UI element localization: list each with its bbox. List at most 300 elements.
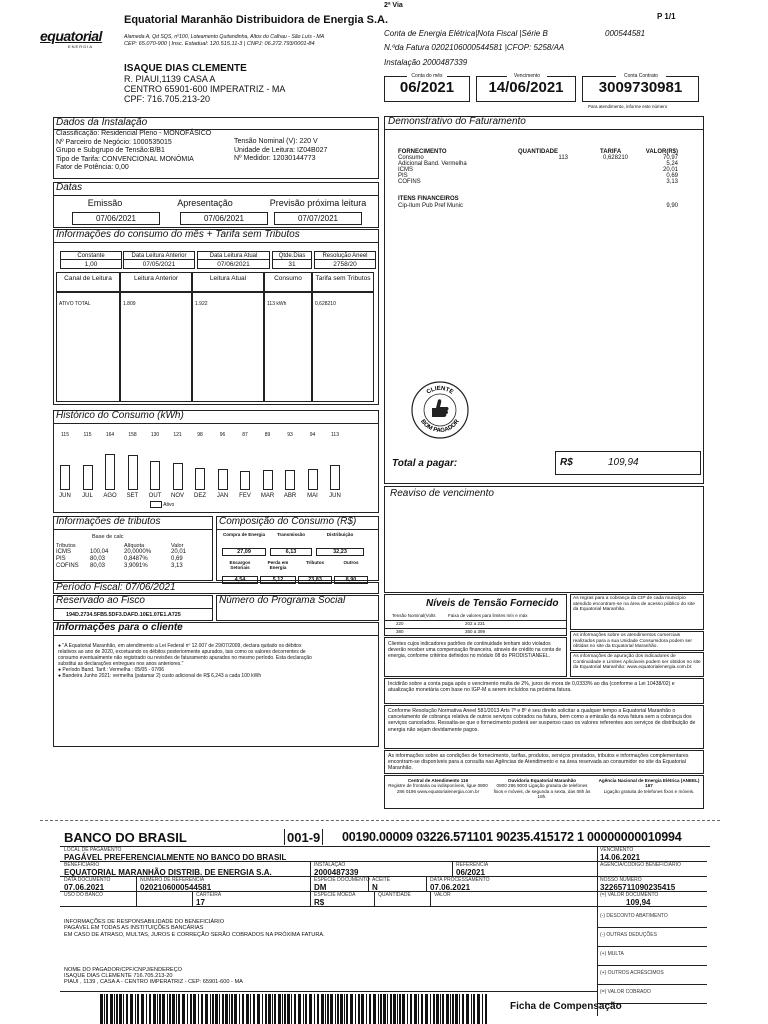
barcode-bar <box>397 994 398 1024</box>
taxes-cell: 0,69 <box>171 556 183 562</box>
boleto-row-divider <box>60 906 597 907</box>
billing-item-name: COFINS <box>398 179 421 185</box>
taxes-cell: 20,01 <box>171 549 187 555</box>
payer-name-cpf: ISAQUE DIAS CLEMENTE 716.705.213-20 <box>64 973 173 980</box>
tensao-row1-range: 202 a 231 <box>465 621 486 626</box>
history-month-label: FEV <box>239 493 251 499</box>
boleto-numero-referencia-value: 0202106000544581 <box>140 883 212 892</box>
billing-col-valor: VALOR(R$) <box>645 149 678 155</box>
barcode-bar <box>167 994 168 1024</box>
barcode-bar <box>450 994 451 1024</box>
tensao-row2-v: 380 <box>396 629 404 634</box>
consumption-top-header: Qtde.Dias <box>272 251 312 260</box>
installation-power-factor: Fator de Potência: 0,00 <box>56 164 129 171</box>
contact-central <box>388 778 488 794</box>
billing-fin-value: 9,90 <box>666 203 678 209</box>
barcode-bar <box>137 994 139 1024</box>
barcode-bar <box>104 994 105 1024</box>
month-box <box>384 73 470 102</box>
boleto-nosso-numero-label: NOSSO NÚMERO <box>600 877 642 883</box>
billing-item-name: PIS <box>398 173 408 179</box>
contact-aneel <box>598 778 700 794</box>
composition-header: Distribuição <box>326 532 354 537</box>
billing-fin-name: Cip-Ilum Pub Pref Munic <box>398 203 464 209</box>
instructions-title: INFORMAÇÕES DE RESPONSABILIDADE DO BENEFICIÁRIO <box>64 919 225 925</box>
boleto-col-divider <box>310 876 311 906</box>
consumption-top-value: 2758/20 <box>314 259 376 269</box>
history-value-label: 113 <box>331 432 339 438</box>
barcode-bar <box>335 994 336 1024</box>
history-month-label: MAI <box>307 493 318 499</box>
info-bullet-3: ● Bandeira Junho 2021: vermelha (patamar 2) custo adicional de R$ 6,243 a cada 100 kWh <box>58 673 262 679</box>
bom-pagador-stamp <box>410 380 470 440</box>
composition-value: 4,54 <box>222 576 258 584</box>
barcode-bar <box>272 994 273 1024</box>
history-month-label: AGO <box>103 493 117 499</box>
total-currency: R$ <box>560 457 573 468</box>
company-address: Alameda A, Qd SQS, nº100, Loteamento Quitandinha, Altos do Calhau - São Luís - MA <box>124 34 325 40</box>
composition-header: Tributos <box>305 560 325 565</box>
boleto-row-divider <box>60 861 597 862</box>
barcode-bar <box>462 994 464 1024</box>
reservado-code: 194D.2734.5FB5.5DF3.DAFD.10E1.07E1.A725 <box>66 612 181 618</box>
invoice-number: N.ºda Fatura 0202106000544581 |CFOP: 5258/AA <box>384 43 565 52</box>
history-value-label: 94 <box>309 432 316 438</box>
history-bar <box>195 468 205 490</box>
tensao-title: Níveis de Tensão Fornecido <box>426 598 559 609</box>
barcode-bar <box>219 994 220 1024</box>
boleto-data-processamento-value: 07.06.2021 <box>430 883 471 892</box>
info-bullet-1-text: "A Equatorial Maranhão, em atendimento a Lei Federal nº 12.007 de 29/07/2009, declara quitado os débitos relativos ao ano de 2020, excetuando os débitos posteriormente apurados, tais como os valores decorrentes de consumo eventualmente não registrado ou revisões de faturamento apurados no mesmo período. Esta declaração substitui as declarações entregues nos anos anteriores." <box>58 643 312 667</box>
history-value-label: 93 <box>287 432 293 438</box>
billing-item-name: Adicional Band. Vermelha <box>398 161 467 167</box>
boleto-referencia-label: REFERÊNCIA <box>456 862 489 868</box>
history-bar <box>173 463 183 490</box>
barcode-bar <box>442 994 444 1024</box>
boleto-col-divider <box>430 891 431 906</box>
barcode-bar <box>253 994 255 1024</box>
barcode-bar <box>225 994 228 1024</box>
billing-item-value: 3,13 <box>666 179 678 185</box>
total-box <box>555 451 701 475</box>
barcode-bar <box>159 994 161 1024</box>
contact-ouvidoria <box>492 778 592 800</box>
boleto-beneficiario-label: BENEFICIÁRIO <box>64 862 100 868</box>
boleto-uso-banco-label: USO DO BANCO <box>64 892 103 898</box>
history-month-label: JUN <box>329 493 341 499</box>
installation-group: Grupo e Subgrupo de Tensão:B/B1 <box>56 147 165 154</box>
taxes-cell: 0,8487% <box>124 556 148 562</box>
date-emissao: 07/06/2021 <box>72 212 160 225</box>
boleto-aceite-label: ACEITE <box>372 877 391 883</box>
reservado-title: Reservado ao Fisco <box>56 595 145 606</box>
boleto-local-value: PAGÁVEL PREFERENCIALMENTE NO BANCO DO BRASIL <box>64 853 287 862</box>
installation-partner: Nº Parceiro de Negócio: 1000535015 <box>56 138 172 146</box>
due-box <box>476 73 576 102</box>
legend-swatch <box>150 501 162 508</box>
billing-item-value: 70,97 <box>662 155 678 161</box>
barcode-bar <box>187 994 188 1024</box>
barcode-bar <box>282 994 283 1024</box>
barcode-bar <box>182 994 185 1024</box>
barcode-bar <box>446 994 449 1024</box>
barcode-bar <box>327 994 329 1024</box>
barcode-bar <box>452 994 454 1024</box>
page-indicator: P 1/1 <box>657 12 676 21</box>
barcode-bar <box>314 994 315 1024</box>
barcode-bar <box>440 994 441 1024</box>
boleto-vencimento-label: VENCIMENTO <box>600 847 634 853</box>
taxes-col-header: Alíquota <box>124 543 145 549</box>
billing-col-fornecimento: FORNECIMENTO <box>398 149 447 155</box>
via-label: 2ª Via <box>384 2 403 9</box>
barcode-bar <box>257 994 260 1024</box>
boleto-instalacao-label: INSTALAÇÃO <box>314 862 346 868</box>
barcode-bar <box>414 994 417 1024</box>
history-bar <box>240 471 250 490</box>
history-value-label: 87 <box>242 432 248 438</box>
barcode-bar <box>387 994 388 1024</box>
company-logo <box>40 28 120 50</box>
billing-item-value: 0,69 <box>666 173 678 179</box>
barcode-bar <box>344 994 345 1024</box>
customer-name: ISAQUE DIAS CLEMENTE <box>124 63 247 74</box>
barcode-bar <box>130 994 133 1024</box>
consumption-value: 0,628210 <box>312 292 374 402</box>
barcode-bar <box>193 994 196 1024</box>
barcode-bar <box>268 994 271 1024</box>
barcode-bar <box>231 994 233 1024</box>
barcode-bar <box>410 994 412 1024</box>
history-value-label: 89 <box>264 432 271 438</box>
composition-header: Perda em Energia <box>267 560 289 570</box>
boleto-especie-documento-value: DM <box>314 883 327 892</box>
barcode-bar <box>473 994 475 1024</box>
tensao-row1-v: 220 <box>396 621 404 626</box>
barcode-bar <box>210 994 211 1024</box>
boleto-right-divider <box>597 846 598 1016</box>
tensao-col-nominal: Tensão Nominal(Volts <box>392 613 436 618</box>
billing-item-name: Consumo <box>398 155 424 161</box>
history-legend <box>150 501 174 508</box>
barcode-bar <box>383 994 386 1024</box>
history-month-label: JUL <box>82 493 93 499</box>
history-month-label: JUN <box>59 493 71 499</box>
barcode-bar <box>485 994 487 1024</box>
boleto-desconto-label: (-) DESCONTO ABATIMENTO <box>600 913 668 919</box>
barcode-image <box>100 994 490 1024</box>
multa-notice: Incidirão sobre a conta paga após o vencimento multa de 2%, juros de mora de 0,0333% ao dia (conforme a Lei 10438/02) e atualização monetária com base no IGP-M a serem incluídos na próxima fatura. <box>388 681 675 694</box>
installation-meter: Nº Medidor: 12030144773 <box>234 155 316 162</box>
barcode-bar <box>303 994 304 1024</box>
composition-header: Compra de Energia <box>222 532 266 537</box>
consumption-top-header: Constante <box>60 251 122 260</box>
barcode-bar <box>482 994 483 1024</box>
barcode-bar <box>284 994 286 1024</box>
barcode-bar <box>358 994 360 1024</box>
taxes-cell: 100,04 <box>90 549 109 555</box>
barcode-bar <box>317 994 319 1024</box>
tarifas-box <box>384 750 704 774</box>
consumption-value: 1.922 <box>192 292 264 402</box>
contract-value: 3009730981 <box>598 79 683 96</box>
resolucao-notice: Conforme Resolução Normativa Aneel 581/2013 Arts 7º e 8º é seu direito solicitar a qualquer tempo a Equatorial Maranhão o cancelamento de cobrança relativa de outros serviços cobrados na fatura, bem como a emissão da nova fatura sem a cobrança dos serviços cancelados. Ressalta-se que o fornecimento poderá ser suspenso caso os valores referentes aos serviços de distribuição de energia não sejam devidamente pagos. <box>388 708 696 733</box>
boleto-especie-documento-label: ESPÉCIE DOCUMENTO <box>314 877 370 883</box>
consumption-header: Tarifa sem Tributos <box>312 272 374 292</box>
taxes-base-header: Base de calc <box>92 534 124 540</box>
due-value: 14/06/2021 <box>488 79 564 96</box>
barcode-bar <box>239 994 240 1024</box>
legend-label: Ativo <box>163 501 175 508</box>
payer-address: PIAUI , 1139 , CASA A - CENTRO IMPERATRIZ - CEP: 65901-600 - MA <box>64 979 243 986</box>
company-cnpj: CEP: 65.070-900 | Insc. Estadual: 120.515.11-3 | CNPJ: 06.272.793/0001-84 <box>124 41 315 47</box>
doc-number: 000544581 <box>605 29 646 38</box>
consumption-header: Consumo <box>264 272 312 292</box>
boleto-beneficiario-value: EQUATORIAL MARANHÃO DISTRIB. DE ENERGIA S.A. <box>64 868 272 877</box>
contract-note: Para atendimento, informe este número <box>588 104 668 109</box>
barcode-bar <box>321 994 324 1024</box>
month-label: Conta do mês <box>407 73 447 79</box>
consumption-top-header: Data Leitura Atual <box>197 251 270 260</box>
history-bar <box>218 469 228 490</box>
boleto-valor-documento-value: 109,94 <box>626 898 651 907</box>
indicadores-notice: Clientes cujos indicadores padrões de continuidade tenham sido violados deverão receber uma compensação financeira, através de crédito na conta de energia, conforme critérios definidos no módulo 08 do PRODIST/ANEEL. <box>388 641 562 659</box>
composition-value: 8,90 <box>334 576 368 584</box>
barcode-bar <box>378 994 379 1024</box>
barcode-bar <box>430 994 431 1024</box>
billing-financial-header: ITENS FINANCEIROS <box>398 196 459 202</box>
apuracao-notice: As informações de apuração dos indicadores de Continuidade e Limites Aplicáveis podem ser obtidos no site da Equatorial Maranhão: www.equatorialenergia.com.br. <box>573 654 701 671</box>
barcode-bar <box>390 994 392 1024</box>
consumption-top-value: 31 <box>272 259 312 269</box>
history-bar <box>128 455 138 490</box>
barcode-bar <box>141 994 144 1024</box>
contract-label: Conta Contrato <box>616 73 666 79</box>
fiscal-title: Período Fiscal: 07/06/2021 <box>56 582 176 593</box>
taxes-cell: 3,13 <box>171 563 183 569</box>
consumption-header: Leitura Anterior <box>120 272 192 292</box>
barcode-bar <box>466 994 469 1024</box>
instructions-line-1: PAGÁVEL EM TODAS AS INSTITUIÇÕES BANCÁRIAS <box>64 925 204 932</box>
barcode-bar <box>361 994 364 1024</box>
info-title: Informações para o cliente <box>56 622 183 633</box>
barcode-bar <box>433 994 435 1024</box>
barcode-bar <box>294 994 296 1024</box>
installation-classification: Classificação: Residencial Pleno - MONOFÁSICO <box>56 130 212 137</box>
boleto-col-divider <box>374 891 375 906</box>
boleto-data-documento-label: DATA DOCUMENTO <box>64 877 111 883</box>
boleto-acrescimos-label: (+) OUTROS ACRÉSCIMOS <box>600 970 664 976</box>
barcode-bar <box>114 994 115 1024</box>
installation-details-left <box>56 130 211 173</box>
barcode-bar <box>459 994 460 1024</box>
billing-title: Demonstrativo do Faturamento <box>388 116 526 127</box>
history-bar <box>285 470 295 490</box>
history-value-label: 121 <box>173 432 182 438</box>
billing-item-name: ICMS <box>398 167 413 173</box>
installation-number: Instalação 2000487339 <box>384 58 468 67</box>
boleto-agencia-label: AGÊNCIA/CÓDIGO BENEFICIÁRIO <box>600 862 681 868</box>
boleto-instructions <box>64 919 325 938</box>
info-bullet-3-text: Bandeira Junho 2021: vermelha (patamar 2) custo adicional de R$ 6,243 a cada 100 kWh <box>62 673 262 679</box>
barcode-bar <box>153 994 156 1024</box>
instructions-line-2: EM CASO DE ATRASO, MULTAS, JUROS E CORREÇÃO SERÃO COBRADOS NA PRÓXIMA FATURA. <box>64 931 325 938</box>
consumption-top-value: 07/06/2021 <box>197 259 270 269</box>
barcode-bar <box>355 994 356 1024</box>
due-label: Vencimento <box>507 73 547 79</box>
contact-central-title: Central de Atendimento 116 <box>407 778 469 783</box>
barcode-bar <box>325 994 326 1024</box>
history-value-label: 115 <box>61 432 69 438</box>
barcode-bar <box>106 994 108 1024</box>
barcode-bar <box>287 994 290 1024</box>
barcode-bar <box>455 994 458 1024</box>
barcode-bar <box>402 994 405 1024</box>
taxes-cell: 20,0000% <box>124 549 152 555</box>
consumption-top-header: Resolução Aneel <box>314 251 376 260</box>
installation-voltage: Tensão Nominal (V): 220 V <box>234 138 318 145</box>
boleto-col-divider <box>192 891 193 906</box>
payer-label: NOME DO PAGADOR/CPF/CNPJ/ENDEREÇO <box>64 967 182 973</box>
contact-ouvidoria-body: 0800 286 9003 Ligação gratuita de telefones fixos e móveis, de segunda a sexta, das 08h às 18h. <box>493 783 591 800</box>
history-bar <box>83 465 93 490</box>
info-bullets <box>58 643 318 679</box>
dates-title: Datas <box>56 182 83 193</box>
barcode-bar <box>246 994 249 1024</box>
barcode-bar <box>198 994 199 1024</box>
billing-item-value: 5,24 <box>666 161 678 167</box>
customer-cpf: CPF: 716.705.213-20 <box>124 94 211 104</box>
info-bullet-1: ● "A Equatorial Maranhão, em atendimento a Lei Federal nº 12.007 de 29/07/2009, declara quitado os débitos relativos ao ano de 2020, excetuando os débitos posteriormente apurados, tais como os valores decorrentes de consumo eventualmente não registrado ou revisões de faturamento apurados no mesmo período. Esta declaração substitui as declarações entregues nos anos anteriores." <box>58 643 312 667</box>
taxes-cell: ICMS <box>56 549 71 555</box>
boleto-referencia-value: 06/2021 <box>456 868 485 877</box>
history-bar <box>263 470 273 490</box>
boleto-right-divider-row <box>597 946 707 947</box>
barcode-bar <box>477 994 480 1024</box>
boleto-right-divider-row <box>597 927 707 928</box>
billing-col-quantidade: QUANTIDADE <box>518 149 558 155</box>
barcode-bar <box>176 994 177 1024</box>
customer-city: CENTRO 65901-600 IMPERATRIZ - MA <box>124 84 286 94</box>
boleto-especie-moeda-value: R$ <box>314 898 325 907</box>
barcode-bar <box>350 994 353 1024</box>
boleto-right-divider-row <box>597 984 707 985</box>
composition-value: 6,13 <box>270 548 312 556</box>
taxes-col-header: Tributos <box>56 543 76 549</box>
barcode-bar <box>436 994 439 1024</box>
barcode-bar <box>126 994 128 1024</box>
reaviso-box <box>384 486 704 593</box>
bank-code: 001-9 <box>287 830 321 845</box>
resolucao-box <box>384 705 704 749</box>
barcode-bar <box>425 994 428 1024</box>
history-bar <box>330 465 340 490</box>
boleto-data-processamento-label: DATA PROCESSAMENTO <box>430 877 490 883</box>
stamp-top-text: CLIENTE <box>425 385 455 396</box>
boleto-local-label: LOCAL DE PAGAMENTO <box>64 847 122 853</box>
barcode-bar <box>262 994 263 1024</box>
consumption-value: 113 kWh <box>264 292 312 402</box>
programa-title: Número do Programa Social <box>219 595 346 606</box>
total-value: 109,94 <box>608 457 639 468</box>
boleto-aceite-value: N <box>372 883 378 892</box>
history-bar <box>105 454 115 490</box>
composition-header: Outros <box>343 560 359 565</box>
boleto-nosso-numero-value: 32265711090235415 <box>600 883 676 892</box>
barcode-bar <box>222 994 224 1024</box>
consumption-top-header: Data Leitura Anterior <box>123 251 195 260</box>
tensao-col-faixa: Faixa de valores para limites mín e máx <box>448 613 528 618</box>
consumption-top-value: 07/05/2021 <box>123 259 195 269</box>
history-bar <box>60 465 70 490</box>
boleto-right-divider-row <box>597 906 707 907</box>
composition-value: 5,12 <box>260 576 296 584</box>
consumption-value: 1.809 <box>120 292 192 402</box>
barcode-bar <box>169 994 171 1024</box>
barcode-bar <box>278 994 281 1024</box>
barcode-bar <box>205 994 208 1024</box>
apuracao-box <box>570 652 704 677</box>
barcode-bar <box>135 994 136 1024</box>
composition-header: Encargos Setoriais <box>229 560 251 570</box>
history-month-label: NOV <box>170 493 184 499</box>
barcode-bar <box>172 994 175 1024</box>
barcode-bar <box>346 994 348 1024</box>
barcode-bar <box>337 994 339 1024</box>
barcode-bar <box>274 994 276 1024</box>
installation-details-right <box>234 138 327 164</box>
history-chart <box>59 432 360 499</box>
multa-box <box>384 678 704 704</box>
ficha-compensacao: Ficha de Compensação <box>510 1001 622 1012</box>
history-month-label: DEZ <box>194 493 206 499</box>
boleto-multa-label: (+) MULTA <box>600 951 624 957</box>
boleto-instalacao-value: 2000487339 <box>314 868 359 877</box>
billing-col-tarifa: TARIFA <box>600 149 622 155</box>
tensao-row2-range: 350 a 399 <box>465 629 486 634</box>
total-label: Total a pagar: <box>392 458 458 469</box>
barcode-bar <box>116 994 118 1024</box>
history-month-label: ABR <box>283 493 297 499</box>
boleto-carteira-label: CARTEIRA <box>196 892 222 898</box>
history-month-label: OUT <box>148 493 162 499</box>
billing-item-rate: 0,628210 <box>602 155 628 161</box>
boleto-right-divider-row <box>597 965 707 966</box>
barcode-bar <box>201 994 203 1024</box>
taxes-cell: 80,03 <box>90 563 106 569</box>
composition-header: Transmissão <box>276 532 306 537</box>
cip-notice: As regras para a cobrança da CIP de cada município atendido encontram-se na área de acesso público do site da Equatorial Maranhão. <box>573 596 695 613</box>
taxes-cell: COFINS <box>56 563 79 569</box>
history-value-label: 164 <box>105 432 115 438</box>
consumption-header: Leitura Atual <box>192 272 264 292</box>
taxes-cell: 80,03 <box>90 556 106 562</box>
reaviso-title: Reaviso de vencimento <box>390 488 494 499</box>
taxes-col-header: Valor <box>171 543 184 549</box>
consumidores-notice: As informações sobre os atendimentos comerciais realizados para a sua Unidade Consumidora podem ser obtidas no site da Equatorial Maranhão. <box>573 633 692 650</box>
consumption-value: ATIVO TOTAL <box>56 292 120 402</box>
taxes-cell: 3,9091% <box>124 563 148 569</box>
date-apresentacao: 07/06/2021 <box>180 212 268 225</box>
barcode-bar <box>418 994 419 1024</box>
stamp-bottom-text: BOM PAGADOR <box>419 418 461 435</box>
barcode-bar <box>149 994 151 1024</box>
info-bullet-2-text: Período Band. Tarif.: Vermelha : 05/05 - 07/06 <box>62 667 165 673</box>
boleto-row-divider <box>60 891 597 892</box>
history-month-label: MAR <box>260 493 275 499</box>
barcode-bar <box>393 994 396 1024</box>
consumption-top-value: 1,00 <box>60 259 122 269</box>
